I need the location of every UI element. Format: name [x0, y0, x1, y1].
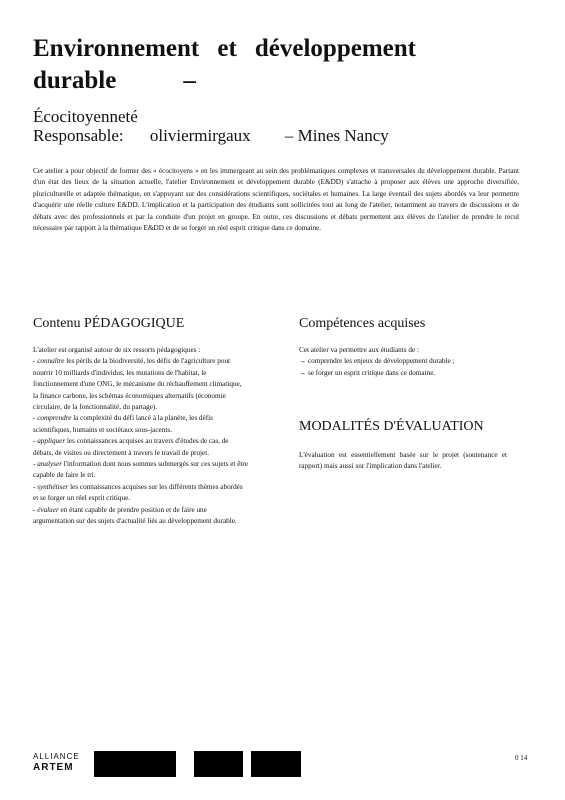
list-item-text: la complexité du défi lancé à la planète, les défis scientifiques, humains et sociétaux sous-jacents. [33, 414, 213, 434]
logo-line-1: ALLIANCE [33, 752, 80, 761]
logo-line-2: ARTEM [33, 762, 74, 773]
list-item-text: les périls de la biodiversité, les défis de l'agriculture pour nourrir 10 milliards d'individus, les mutations de l'habitat, le fonctionnement d'une ONG, le mécanisme du réchauffement climatique, la finance carbone, les schémas économiques alternatifs (économie circulaire, de la fonctionnalité, du partage). [33, 357, 242, 412]
list-item: → comprendre les enjeux de développement durable ; [299, 357, 455, 366]
title-line-1 [33, 33, 416, 65]
title-word: et [217, 35, 237, 62]
title-dash: – [183, 67, 196, 94]
intro-paragraph: Cet atelier a pour objectif de former des « écocitoyens » en les immergeant au sein des problématiques complexes et transversales du développement durable. Partant d'un état des lieux de la situation actuelle, l'atelier Environnement et développement durable (E&DD) s'attache à proposer aux élèves une approche diversifiée, pluriculturelle et adaptée thématique, en s'appuyant sur des considérations scientifiques, sociétales et humaines. La large éventail des sujets abordés va leur permettre d'acquérir une réelle culture E&DD. L'implication et la participation des étudiants sont sollicitées tout au long de l'atelier, notamment au travers de discussions et de débats avec des professionnels et par la conduite d'un projet en groupe. En outre, ces discussions et débats permettent aux élèves de l'atelier de prendre le recul nécessaire par rapport à la thématique E&DD et de se forger un réel esprit critique dans ce domaine. [33, 167, 519, 233]
redaction-block [194, 751, 243, 777]
list-item [33, 413, 248, 436]
page-number: 0 14 [515, 754, 528, 762]
evaluation-heading: MODALITÉS D'ÉVALUATION [299, 419, 484, 434]
responsible-line [33, 126, 389, 145]
responsible-org: – Mines Nancy [284, 126, 389, 145]
list-item [33, 505, 248, 528]
list-item-text: l'information dont nous sommes submergés sur ces sujets et être capable de faire le tri. [33, 460, 248, 480]
list-item [33, 356, 248, 413]
title-word: Environnement [33, 35, 200, 62]
list-item-verb: - analyser [33, 460, 62, 469]
skills-column [299, 345, 524, 379]
responsible-name: oliviermirgaux [149, 126, 251, 145]
list-item-verb: - synthétiser [33, 482, 69, 491]
list-item-text: les connaissances acquises sur les différents thèmes abordés et se forger un réel esprit critique. [33, 482, 243, 503]
list-item: → se forger un esprit critique dans ce domaine. [299, 368, 436, 377]
subtitle: Écocitoyenneté [33, 107, 138, 126]
alliance-artem-logo [33, 752, 80, 774]
title-line-2 [33, 65, 433, 97]
skills-heading: Compétences acquises [299, 316, 426, 331]
evaluation-text: L'évaluation est essentiellement basée sur le projet (soutenance et rapport) mais aussi sur l'implication dans l'atelier. [299, 451, 507, 471]
content-heading: Contenu PÉDAGOGIQUE [33, 316, 185, 331]
list-item-verb: - évaluer [33, 505, 59, 514]
list-item [33, 459, 248, 482]
title-word: durable [33, 67, 117, 94]
content-intro: L'atelier est organisé autour de six ressorts pédagogiques : [33, 346, 201, 354]
list-item [33, 482, 248, 505]
redaction-block [94, 751, 176, 777]
list-item-text: en étant capable de prendre position et de faire une argumentation sur des sujets d'actualité liés au développement durable. [33, 505, 237, 526]
content-column [33, 345, 248, 528]
redaction-block [251, 751, 301, 777]
list-item-verb: - connaître [33, 357, 65, 366]
responsible-label: Responsable: [33, 126, 124, 145]
skills-intro: Cet atelier va permettre aux étudiants de : [299, 346, 419, 354]
list-item-verb: - appliquer [33, 437, 66, 446]
list-item [33, 436, 248, 459]
page-title [33, 33, 433, 97]
list-item-verb: - comprendre [33, 414, 72, 423]
title-word: développement [254, 35, 416, 62]
list-item-text: les connaissances acquises au travers d'études de cas, de débats, de visites ou directement à travers le travail de projet. [33, 437, 229, 457]
